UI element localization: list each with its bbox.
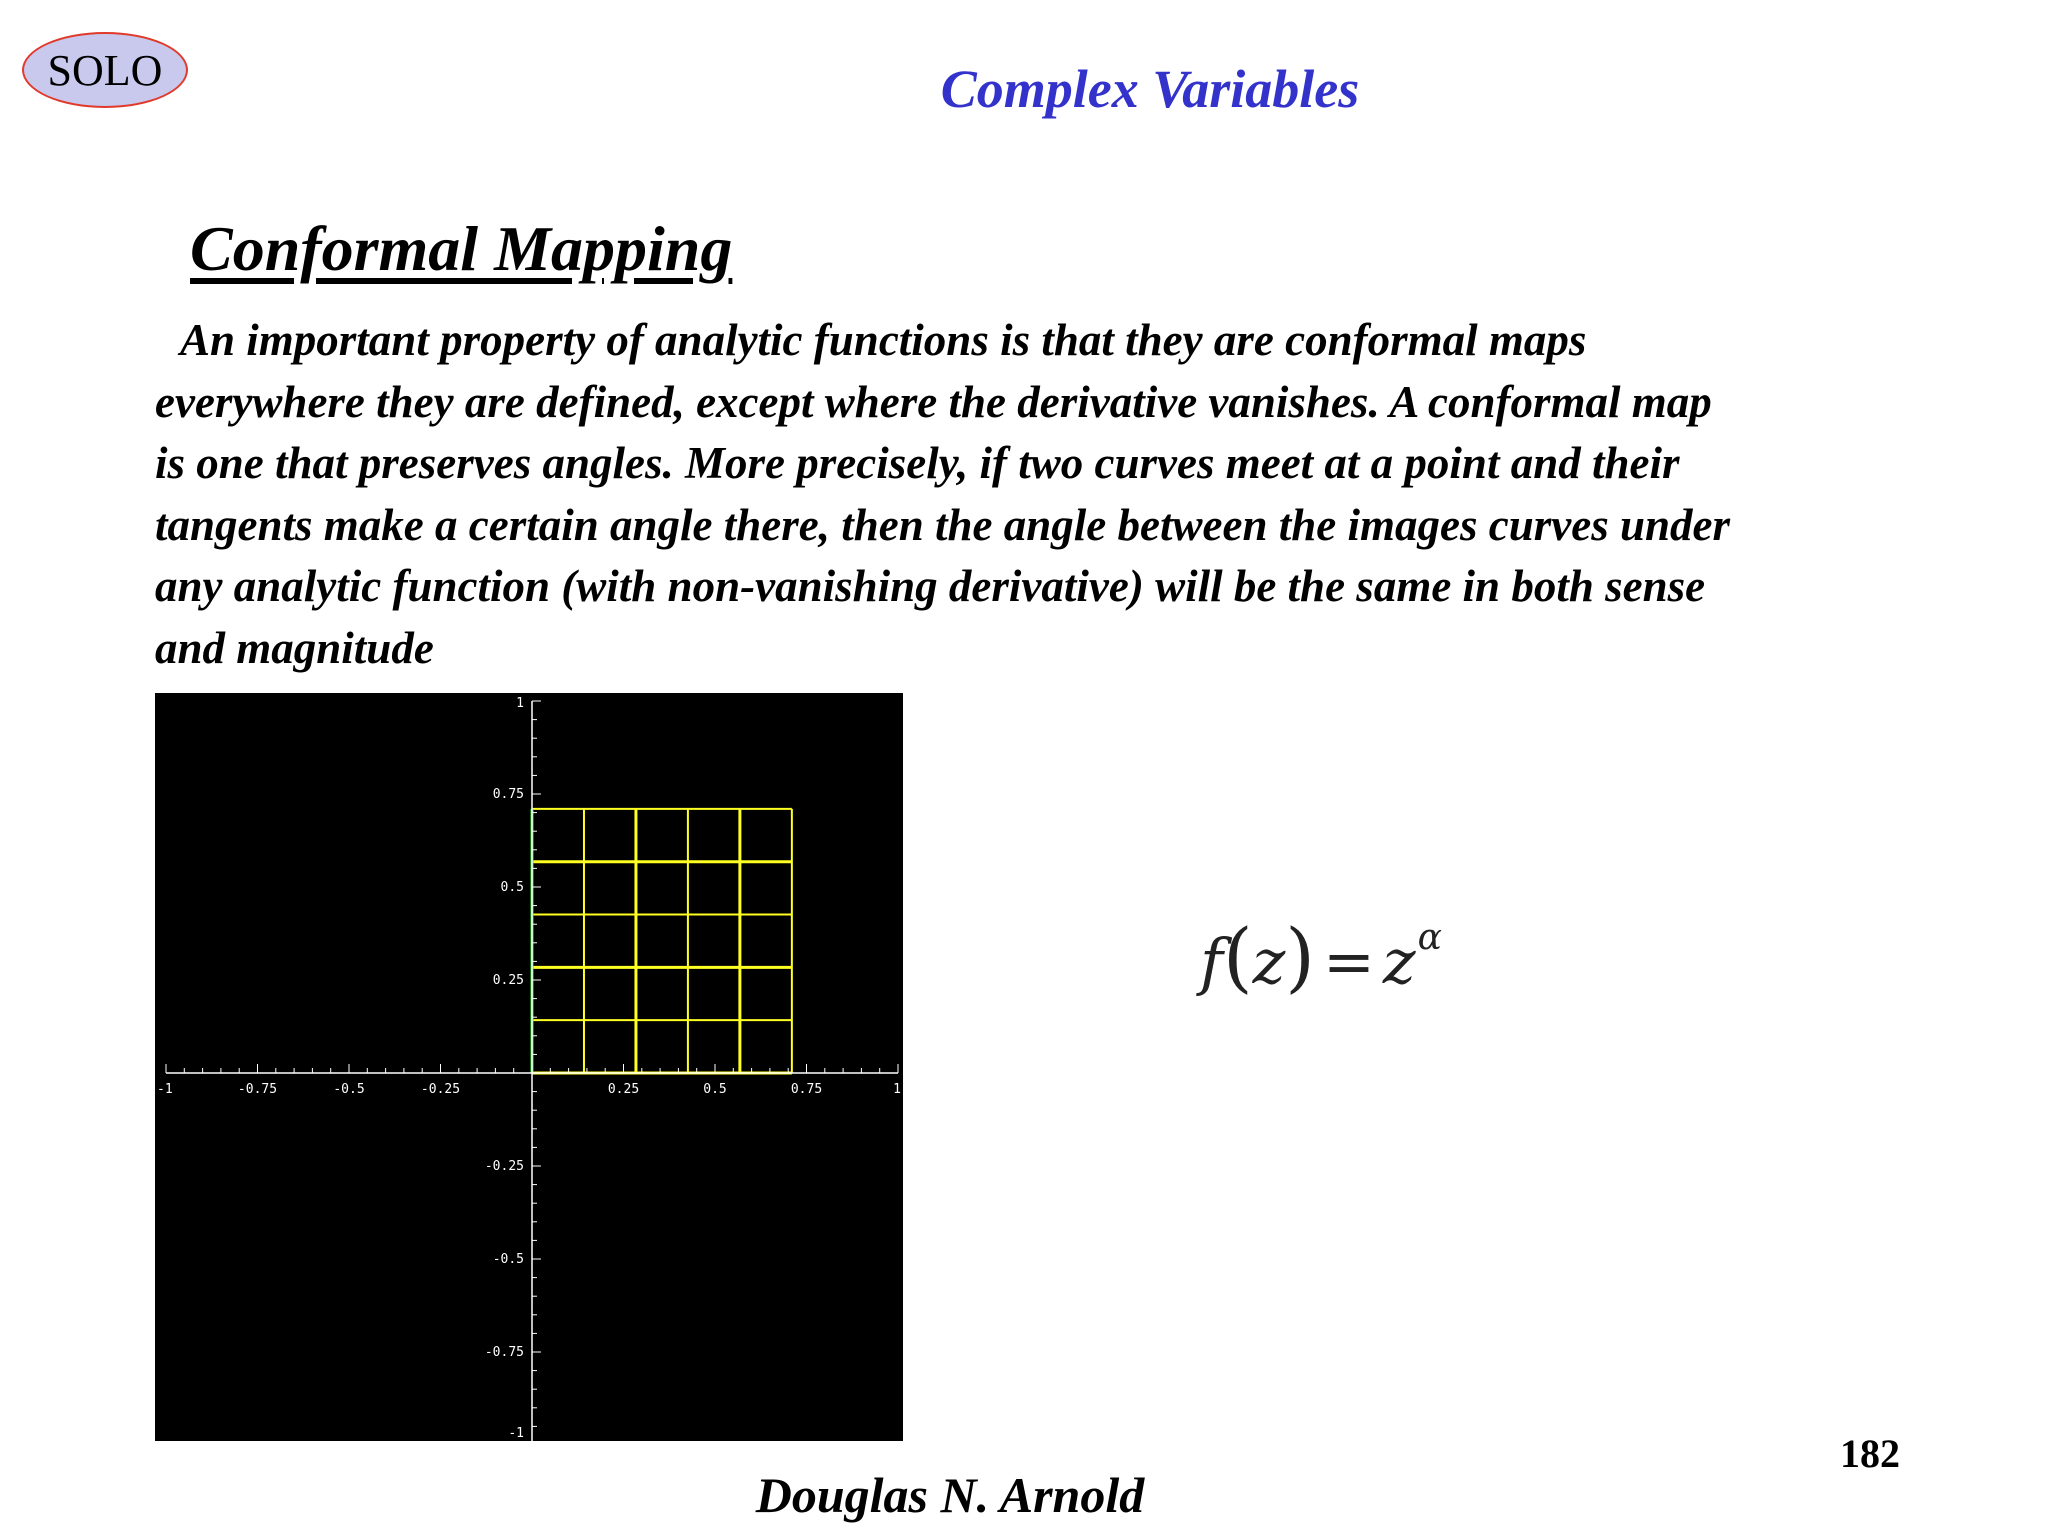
x-tick-label: -0.75: [237, 1082, 278, 1097]
formula-left-paren: (: [1222, 912, 1253, 1001]
conformal-grid-plot: [155, 693, 903, 1441]
y-tick-label: 0.75: [492, 787, 524, 802]
x-tick-label: 0.5: [703, 1082, 727, 1097]
y-tick-label: 1: [516, 696, 524, 711]
slide-title: Conformal Mapping: [190, 213, 733, 284]
y-tick-label: 0.25: [492, 973, 524, 988]
body-line: any analytic function (with non-vanishing derivative) will be the same in both sense: [155, 561, 1706, 611]
formula-z: z: [1252, 925, 1286, 998]
x-tick-label: 0.75: [790, 1082, 823, 1097]
formula-equals: =: [1322, 925, 1375, 998]
y-tick-label: -0.5: [492, 1252, 524, 1267]
y-tick-label: -1: [508, 1426, 524, 1441]
body-line: and magnitude: [155, 622, 434, 673]
x-tick-label: 1: [893, 1082, 901, 1097]
plot-background: [155, 693, 903, 1441]
x-tick-label: -1: [157, 1082, 173, 1097]
y-tick-label: -0.25: [484, 1159, 524, 1174]
body-paragraph: [155, 310, 1975, 679]
y-tick-label: 0.5: [500, 880, 524, 895]
page-number: 182: [1840, 1431, 1900, 1476]
body-line: An important property of analytic functions is that they are conformal maps: [180, 315, 1587, 365]
body-line: tangents make a certain angle there, then the angle between the images curves under: [155, 499, 1730, 550]
author-credit: Douglas N. Arnold: [755, 1467, 1145, 1523]
formula-exponent: α: [1417, 917, 1442, 958]
solo-logo: [22, 32, 188, 108]
x-tick-label: -0.25: [420, 1082, 461, 1097]
logo-text: SOLO: [47, 45, 163, 95]
x-tick-label: 0.25: [607, 1082, 640, 1097]
formula-right-paren: ): [1285, 912, 1315, 1001]
formula-f: f: [1200, 925, 1223, 998]
y-tick-label: -0.75: [484, 1345, 524, 1360]
formula: [1200, 912, 1442, 1001]
formula-base: z: [1382, 925, 1416, 998]
x-tick-label: -0.5: [333, 1082, 365, 1097]
body-line: everywhere they are defined, except where the derivative vanishes. A conformal map: [155, 376, 1712, 427]
body-line: is one that preserves angles. More precisely, if two curves meet at a point and their: [155, 438, 1680, 488]
plot-svg: [155, 693, 903, 1441]
header-title: Complex Variables: [940, 59, 1360, 119]
